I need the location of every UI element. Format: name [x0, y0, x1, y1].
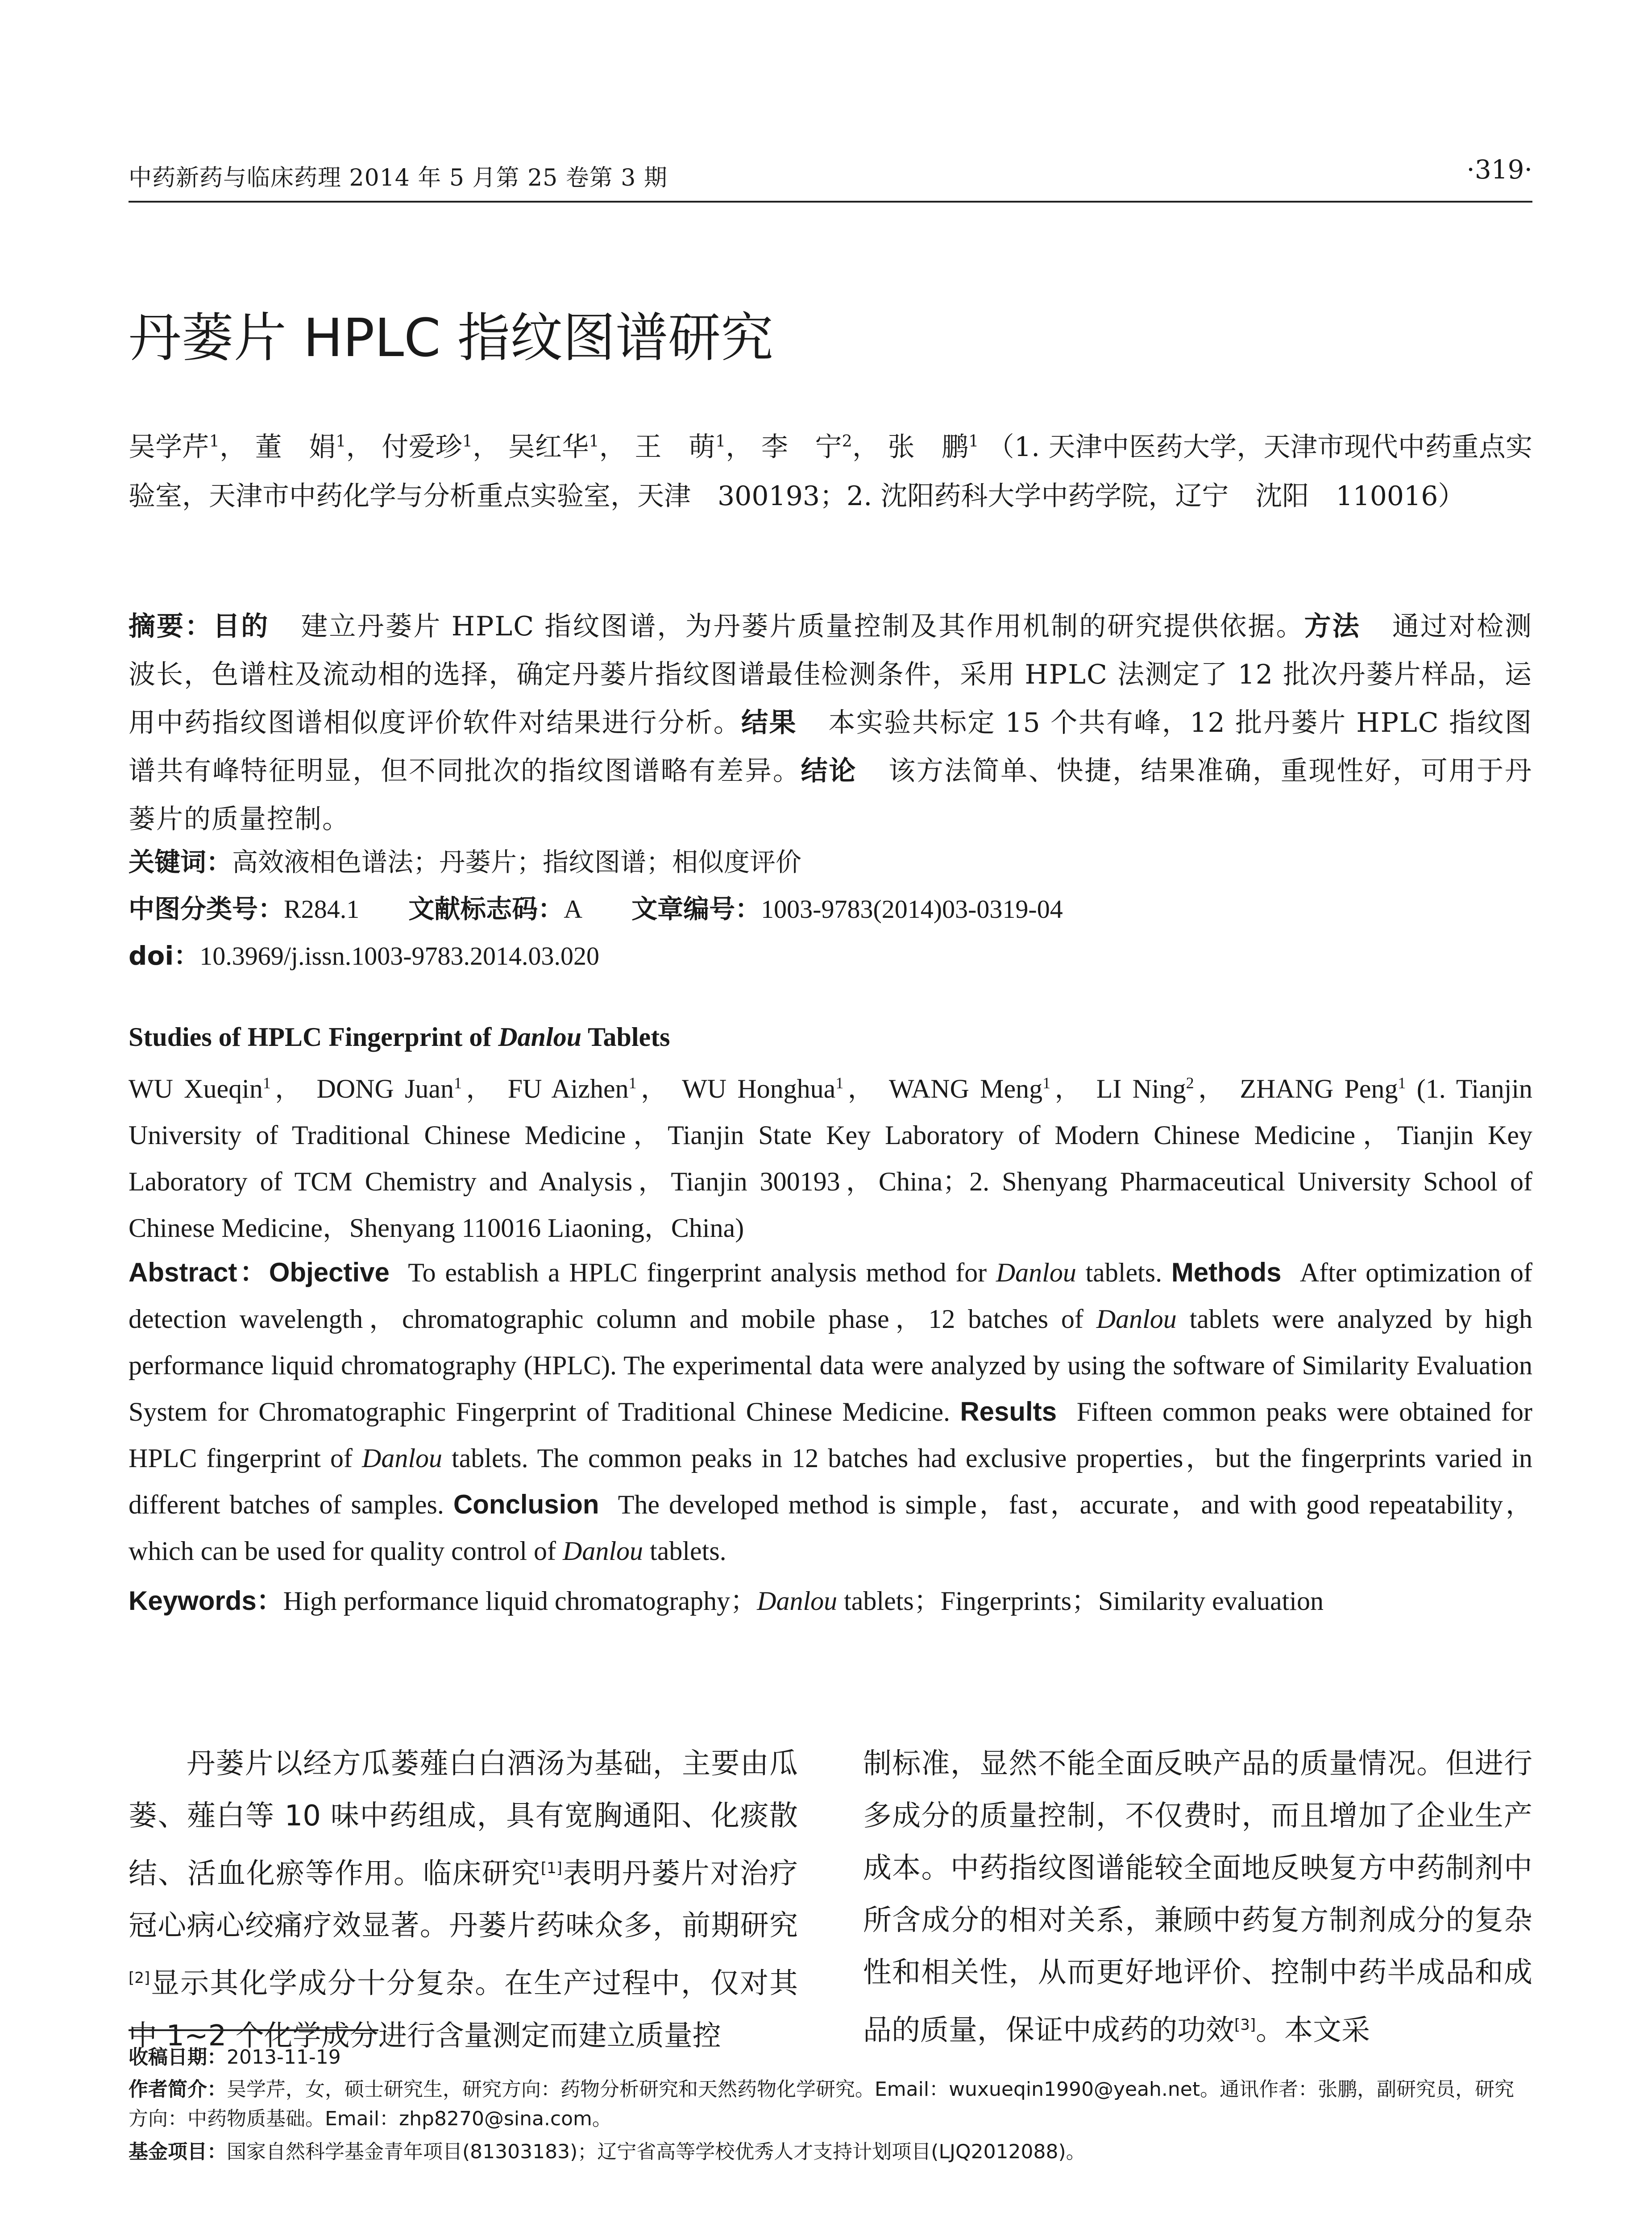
- body-text: 制标准，显然不能全面反映产品的质量情况。但进行多成分的质量控制，不仅费时，而且增加了企业生产成本。中药指纹图谱能较全面地反映复方中药制剂中所含成分的相对关系，兼顾中药复方制剂成分的复杂性和相关性，从而更好地评价、控制中药半成品和成品的质量，保证中成药的功效: [863, 1747, 1532, 2047]
- en-objective-label: Objective: [269, 1257, 390, 1287]
- en-title-suffix: Tablets: [581, 1022, 670, 1052]
- author-sup: 1: [1398, 1074, 1406, 1092]
- author-sup: 2: [842, 432, 852, 451]
- clc-value: R284.1: [284, 895, 360, 924]
- en-conclusion-text-end: tablets.: [643, 1536, 726, 1566]
- en-author-block: WU Xueqin$^1$， DONG Juan$^1$， FU Aizhen$^1$， WU Honghua$^1$， WANG Meng$^1$， LI Ning$^2$， ZHANG Peng$^1$ (1. Tianjin University of Traditional Chinese Medicine，Tianjin State Key Laboratory of Modern Chinese Medicine，Tianjin Key Laboratory of TCM Chemistry and Analysis，Tianjin 300193，China；2. Shenyang Pharmaceutical University School of Chinese Medicine，Shenyang 110016 Liaoning，China): [129, 1074, 1533, 1243]
- author-name: WANG Meng: [888, 1074, 1043, 1103]
- clc-label: 中图分类号：: [129, 894, 284, 924]
- footnote-received: [129, 2043, 1532, 2072]
- citation-ref[interactable]: [3]: [1234, 2016, 1256, 2034]
- cn-keywords: [129, 841, 801, 879]
- cn-conclusion-text: 该方法简单、快捷，结果准确，重现性好，可用于丹蒌片的质量控制。: [129, 755, 1533, 835]
- paper-title: 丹蒌片 HPLC 指纹图谱研究: [129, 307, 774, 369]
- cn-keywords-label: 关键词：: [129, 847, 232, 877]
- footnote-label: 作者简介：: [129, 2078, 227, 2101]
- cn-results-label: 结果: [741, 707, 797, 738]
- body-text: 丹蒌片以经方瓜蒌薤白白酒汤为基础，主要由瓜蒌、薤白等 10 味中药组成，具有宽胸通阳、化痰散结、活血化瘀等作用。临床研究: [129, 1747, 798, 1891]
- body-column-right: [863, 1738, 1532, 2057]
- author-name: 王 萌: [635, 431, 716, 463]
- en-methods-italic: Danlou: [1096, 1304, 1177, 1334]
- en-title-prefix: Studies of HPLC Fingerprint of: [129, 1022, 498, 1052]
- author-name: FU Aizhen: [507, 1074, 629, 1103]
- author-sup: 1: [262, 1074, 271, 1092]
- en-keywords-label: Keywords：: [129, 1586, 283, 1616]
- en-methods-text-end: tablets were analyzed by high performance liquid chromatography (HPLC). The experimental data were analyzed by using the software of Similarity Evaluation System for Chromatographic Fingerprint of Traditional Chinese Medicine.: [129, 1304, 1532, 1427]
- en-results-italic: Danlou: [362, 1443, 443, 1473]
- author-name: ZHANG Peng: [1240, 1074, 1398, 1103]
- footnote-label: 基金项目：: [129, 2140, 227, 2163]
- author-sup: 1: [336, 432, 346, 451]
- author-name: 张 鹏: [888, 431, 969, 463]
- doc-code-label: 文献标志码：: [408, 894, 564, 924]
- cn-methods-text: 通过对检测波长，色谱柱及流动相的选择，确定丹蒌片指纹图谱最佳检测条件，采用 HPLC 法测定了 12 批次丹蒌片样品，运用中药指纹图谱相似度评价软件对结果进行分析。: [129, 611, 1533, 738]
- author-sup: 1: [209, 432, 220, 451]
- footnote-text: 国家自然科学基金青年项目(81303183)；辽宁省高等学校优秀人才支持计划项目(LJQ2012088)。: [227, 2140, 1086, 2163]
- en-methods-text: After optimization of detection wavelength，chromatographic column and mobile phase，12 batches of: [129, 1258, 1533, 1334]
- author-sup: 1: [835, 1074, 844, 1092]
- en-results-text: Fifteen common peaks were obtained for HPLC fingerprint of: [129, 1397, 1533, 1473]
- en-objective-text: To establish a HPLC fingerprint analysis method for: [408, 1258, 996, 1287]
- author-sup: 1: [462, 432, 473, 451]
- doi-label: doi：: [129, 941, 200, 971]
- body-text: 。本文采: [1256, 2014, 1370, 2047]
- footnote-fund: [129, 2137, 1532, 2167]
- en-results-text-end: tablets. The common peaks in 12 batches had exclusive properties，but the fingerprints varied in different batches of samples.: [129, 1443, 1533, 1519]
- cn-objective-text: 建立丹蒌片 HPLC 指纹图谱，为丹蒌片质量控制及其作用机制的研究提供依据。: [300, 611, 1304, 642]
- body-text: 显示其化学成分十分复杂。在生产过程中，仅对其中 1~2 个化学成分进行含量测定而建立质量控: [129, 1967, 798, 2053]
- citation-ref[interactable]: [2]: [129, 1969, 150, 1987]
- doi-row: [129, 935, 599, 972]
- footnote-author: [129, 2075, 1532, 2134]
- cn-objective-label: 目的: [213, 611, 270, 642]
- author-name: DONG Juan: [316, 1074, 454, 1103]
- page-number: ·319·: [1466, 154, 1532, 185]
- journal-header: 中药新药与临床药理 2014 年 5 月第 25 卷第 3 期: [129, 165, 668, 191]
- en-keywords: [129, 1580, 1532, 1618]
- en-keywords-text: High performance liquid chromatography；: [283, 1586, 757, 1616]
- en-conclusion-italic: Danlou: [563, 1536, 643, 1566]
- cn-results-text: 本实验共标定 15 个共有峰，12 批丹蒌片 HPLC 指纹图谱共有峰特征明显，但不同批次的指纹图谱略有差异。: [129, 707, 1533, 787]
- article-no-value: 1003-9783(2014)03-0319-04: [761, 895, 1063, 924]
- author-sup: 2: [1186, 1074, 1194, 1092]
- author-name: 吴红华: [508, 431, 589, 463]
- cn-abstract-label: 摘要：: [129, 611, 213, 642]
- en-abstract-label: Abstract：: [129, 1257, 269, 1287]
- author-sup: 1: [589, 432, 599, 451]
- author-name: WU Honghua: [682, 1074, 836, 1103]
- header-divider: [129, 201, 1532, 203]
- body-column-left: [129, 1738, 798, 2062]
- author-sup: 1: [715, 432, 726, 451]
- author-name: 董 娟: [255, 431, 336, 463]
- cn-conclusion-label: 结论: [801, 755, 857, 787]
- en-keywords-text-end: tablets；Fingerprints；Similarity evaluation: [837, 1586, 1324, 1616]
- cn-affiliation: （1. 天津中医药大学，天津市现代中药重点实验室，天津市中药化学与分析重点实验室，天津 300193；2. 沈阳药科大学中药学院，辽宁 沈阳 110016）: [129, 431, 1533, 512]
- doi-value: 10.3969/j.issn.1003-9783.2014.03.020: [199, 941, 600, 970]
- en-results-label: Results: [960, 1397, 1057, 1427]
- en-affiliation: (1. Tianjin University of Traditional Chinese Medicine，Tianjin State Key Laboratory of Modern Chinese Medicine，Tianjin Key Laboratory of TCM Chemistry and Analysis，Tianjin 300193，China；2. Shenyang Pharmaceutical University School of Chinese Medicine，Shenyang 110016 Liaoning，China): [129, 1074, 1533, 1243]
- author-sup: 1: [628, 1074, 637, 1092]
- en-conclusion-label: Conclusion: [453, 1489, 599, 1519]
- author-name: 李 宁: [761, 431, 842, 463]
- author-name: LI Ning: [1096, 1074, 1186, 1103]
- cn-author-block: 吴学芹$^1$， 董 娟$^1$， 付爱珍$^1$， 吴红华$^1$， 王 萌$^1$， 李 宁$^2$， 张 鹏$^1$ （1. 天津中医药大学，天津市现代中药重点实验室，天津市中药化学与分析重点实验室，天津 300193；2. 沈阳药科大学中药学院，辽宁 沈阳 110016）: [129, 431, 1533, 512]
- author-sup: 1: [454, 1074, 462, 1092]
- en-abstract: [129, 1249, 1532, 1574]
- author-name: 付爱珍: [382, 431, 462, 463]
- footnote-text: 吴学芹，女，硕士研究生，研究方向：药物分析研究和天然药物化学研究。Email：wuxueqin1990@yeah.net。通讯作者：张鹏，副研究员，研究方向：中药物质基础。Email：zhp8270@sina.com。: [129, 2078, 1515, 2130]
- article-no-label: 文章编号：: [631, 894, 761, 924]
- cn-keywords-value: 高效液相色谱法；丹蒌片；指纹图谱；相似度评价: [232, 848, 802, 877]
- author-name: 吴学芹: [129, 431, 209, 463]
- en-objective-italic: Danlou: [996, 1258, 1076, 1287]
- cn-methods-label: 方法: [1304, 611, 1361, 642]
- en-methods-label: Methods: [1171, 1257, 1282, 1287]
- author-name: WU Xueqin: [129, 1074, 263, 1103]
- author-sup: 1: [1042, 1074, 1051, 1092]
- en-objective-text-end: tablets.: [1076, 1258, 1162, 1287]
- classification-row: [129, 888, 1063, 925]
- footnote-label: 收稿日期：: [129, 2046, 227, 2069]
- citation-ref[interactable]: [1]: [540, 1859, 563, 1877]
- body-text: 表明丹蒌片对治疗冠心病心绞痛疗效显著。丹蒌片药味众多，前期研究: [129, 1857, 798, 1943]
- en-keywords-italic: Danlou: [757, 1586, 838, 1616]
- footnote-text: 2013-11-19: [227, 2046, 341, 2069]
- en-title: [129, 1022, 670, 1053]
- en-title-italic: Danlou: [498, 1022, 582, 1052]
- en-conclusion-text: The developed method is simple，fast，accurate，and with good repeatability，which can be used for quality control of: [129, 1490, 1532, 1566]
- doc-code-value: A: [564, 895, 583, 924]
- cn-abstract: [129, 602, 1532, 843]
- author-sup: 1: [968, 432, 979, 451]
- footnote-divider: [129, 2029, 378, 2031]
